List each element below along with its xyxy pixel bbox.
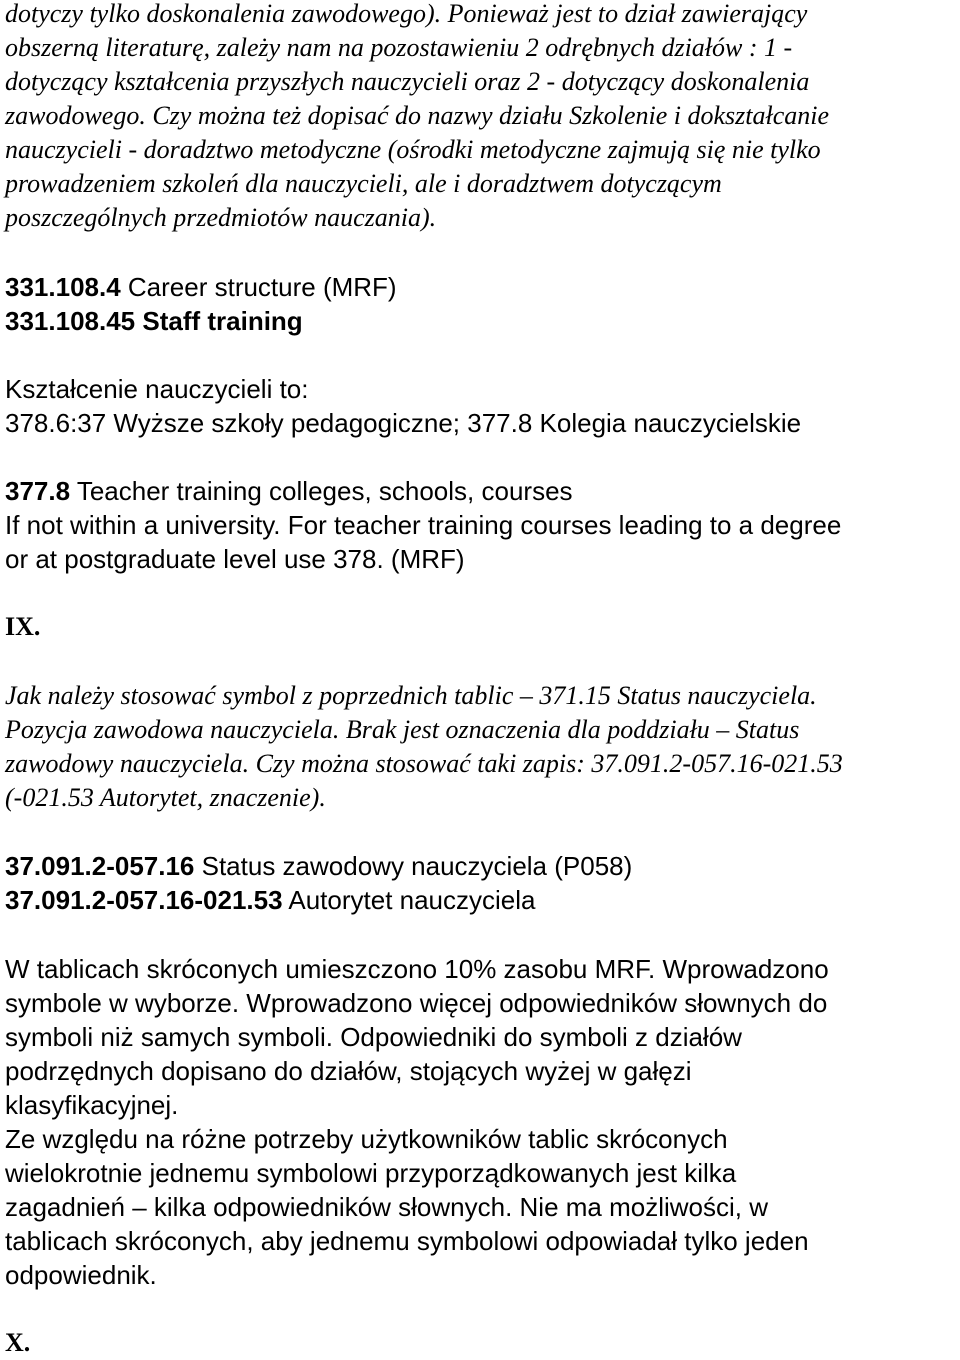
intro-line: prowadzeniem szkoleń dla nauczycieli, ale i doradztwem dotyczącym	[5, 169, 722, 198]
summary-line: odpowiednik.	[5, 1260, 157, 1290]
summary-line: zagadnień – kilka odpowiedników słownych. Nie ma możliwości, w	[5, 1192, 769, 1222]
section-heading-ix: IX.	[5, 612, 41, 641]
intro-line: dotyczy tylko doskonalenia zawodowego). Ponieważ jest to dział zawierający	[5, 0, 808, 28]
summary-line: wielokrotnie jednemu symbolowi przyporządkowanych jest kilka	[5, 1158, 737, 1188]
entry-teacher-training	[5, 474, 957, 508]
summary-line: klasyfikacyjnej.	[5, 1090, 179, 1120]
question-line: Jak należy stosować symbol z poprzednich tablic – 371.15 Status nauczyciela.	[5, 681, 817, 710]
question-line: Pozycja zawodowa nauczyciela. Brak jest oznaczenia dla poddziału – Status	[5, 715, 800, 744]
intro-paragraph	[5, 0, 957, 235]
summary-line: W tablicach skróconych umieszczono 10% zasobu MRF. Wprowadzono	[5, 954, 829, 984]
entry-text: Autorytet nauczyciela	[282, 885, 536, 915]
entry-text: Career structure (MRF)	[120, 272, 397, 302]
section-heading-x: X.	[5, 1328, 31, 1357]
entry-note: If not within a university. For teacher training courses leading to a degree	[5, 510, 842, 540]
ksztalcenie-heading: Kształcenie nauczycieli to:	[5, 374, 309, 404]
ksztalcenie-block	[5, 372, 957, 440]
entry-text: Teacher training colleges, schools, courses	[70, 476, 573, 506]
question-line: (-021.53 Autorytet, znaczenie).	[5, 783, 326, 812]
entry-note: or at postgraduate level use 378. (MRF)	[5, 544, 465, 574]
entry-code: 331.108.4	[5, 272, 121, 302]
entry-career-structure	[5, 270, 957, 304]
intro-line: zawodowego. Czy można też dopisać do nazwy działu Szkolenie i dokształcanie	[5, 101, 830, 130]
intro-line: poszczególnych przedmiotów nauczania).	[5, 203, 437, 232]
intro-line: dotyczący kształcenia przyszłych nauczycieli oraz 2 - dotyczący doskonalenia	[5, 67, 810, 96]
summary-line: podrzędnych dopisano do działów, stojących wyżej w gałęzi	[5, 1056, 692, 1086]
entry-code: 37.091.2-057.16-021.53	[5, 885, 283, 915]
entry-code: 331.108.45	[5, 306, 136, 336]
summary-paragraph	[5, 952, 957, 1292]
entry-code: 37.091.2-057.16	[5, 851, 195, 881]
entry-text: Staff training	[135, 306, 303, 336]
entry-code: 377.8	[5, 476, 71, 506]
question-paragraph	[5, 679, 957, 815]
entries-331	[5, 270, 957, 338]
question-line: zawodowy nauczyciela. Czy można stosować taki zapis: 37.091.2-057.16-021.53	[5, 749, 843, 778]
entry-377-block	[5, 474, 957, 576]
ksztalcenie-symbols: 378.6:37 Wyższe szkoły pedagogiczne; 377.8 Kolegia nauczycielskie	[5, 408, 802, 438]
entry-autorytet	[5, 883, 957, 917]
summary-line: symbole w wyborze. Wprowadzono więcej odpowiedników słownych do	[5, 988, 828, 1018]
entry-staff-training	[5, 304, 957, 338]
summary-line: symboli niż samych symboli. Odpowiedniki do symboli z działów	[5, 1022, 742, 1052]
intro-line: obszerną literaturę, zależy nam na pozostawieniu 2 odrębnych działów : 1 -	[5, 33, 793, 62]
entries-37-091	[5, 849, 957, 917]
entry-status-zawodowy	[5, 849, 957, 883]
summary-line: Ze względu na różne potrzeby użytkowników tablic skróconych	[5, 1124, 728, 1154]
summary-line: tablicach skróconych, aby jednemu symbolowi odpowiadał tylko jeden	[5, 1226, 809, 1256]
intro-line: nauczycieli - doradztwo metodyczne (ośrodki metodyczne zajmują się nie tylko	[5, 135, 821, 164]
entry-text: Status zawodowy nauczyciela (P058)	[194, 851, 633, 881]
